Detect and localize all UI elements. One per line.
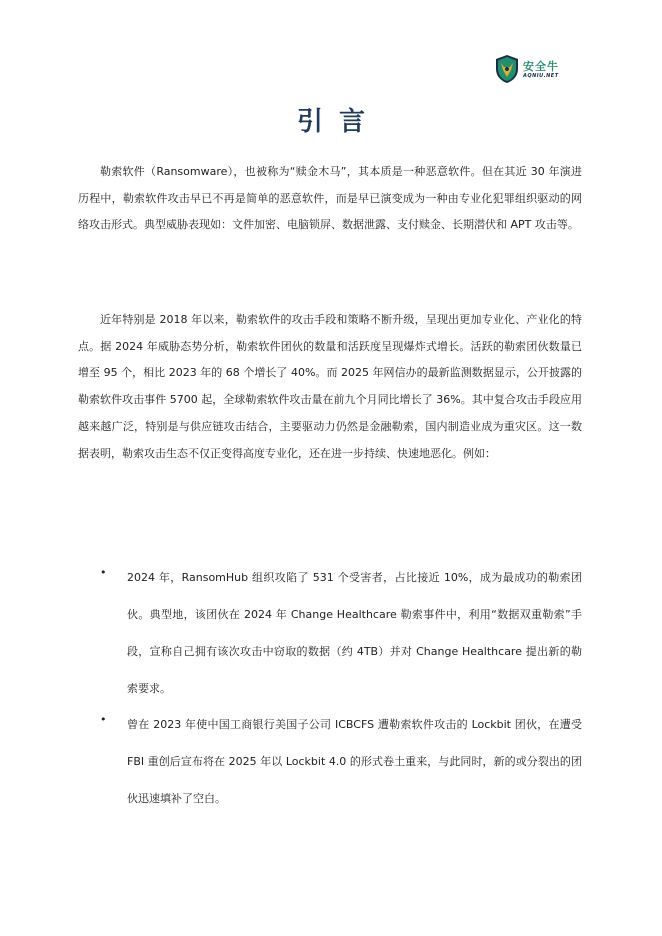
bullet-text: 2024 年，RansomHub 组织攻陷了 531 个受害者，占比接近 10%，成为最成功的勒索团伙。典型地，该团伙在 2024 年 Change Healthcare 勒索事件中，利用“数据双重勒索”手段，宣称自己拥有该次攻击中窃取的数据（约 4TB）并对 Change Healthcare 提出新的勒索要求。 xyxy=(127,571,582,695)
brand-name-en: AQNIU.NET xyxy=(523,73,559,79)
page-title: 引言 xyxy=(296,107,381,137)
bullet-dot-icon: • xyxy=(100,566,107,579)
bullet-dot-icon: • xyxy=(100,713,107,726)
brand-logo xyxy=(494,54,566,84)
bullet-item-lockbit xyxy=(78,706,582,817)
bullet-item-ransomhub xyxy=(78,559,582,707)
brand-name-cn: 安全牛 xyxy=(523,60,559,73)
bullet-text: 曾在 2023 年使中国工商银行美国子公司 ICBCFS 遭勒索软件攻击的 Lockbit 团伙，在遭受 FBI 重创后宣布将在 2025 年以 Lockbit 4.0 的形式卷土重来，与此同时，新的或分裂出的团伙迅速填补了空白。 xyxy=(127,718,582,805)
intro-paragraph-2: 近年特别是 2018 年以来，勒索软件的攻击手段和策略不断升级，呈现出更加专业化、产业化的特点。据 2024 年威胁态势分析，勒索软件团伙的数量和活跃度呈现爆炸式增长。活跃的勒索团伙数量已增至 95 个，相比 2023 年的 68 个增长了 40%。而 2025 年网信办的最新监测数据显示，公开披露的勒索软件攻击事件 5700 起，全球勒索软件攻击量在前九个月同比增长了 36%。其中复合攻击手段应用越来越广泛，特别是与供应链攻击结合，主要驱动力仍然是金融勒索，国内制造业成为重灾区。这一数据表明，勒索攻击生态不仅正变得高度专业化，还在进一步持续、快速地恶化。例如： xyxy=(78,313,582,460)
shield-logo-icon xyxy=(494,54,520,84)
intro-paragraph-1: 勒索软件（Ransomware），也被称为“赎金木马”，其本质是一种恶意软件。但在其近 30 年演进历程中，勒索软件攻击早已不再是简单的恶意软件，而是早已演变成为一种由专业化犯罪组织驱动的网络攻击形式。典型威胁表现如：文件加密、电脑锁屏、数据泄露、支付赎金、长期潜伏和 APT 攻击等。 xyxy=(78,165,582,232)
